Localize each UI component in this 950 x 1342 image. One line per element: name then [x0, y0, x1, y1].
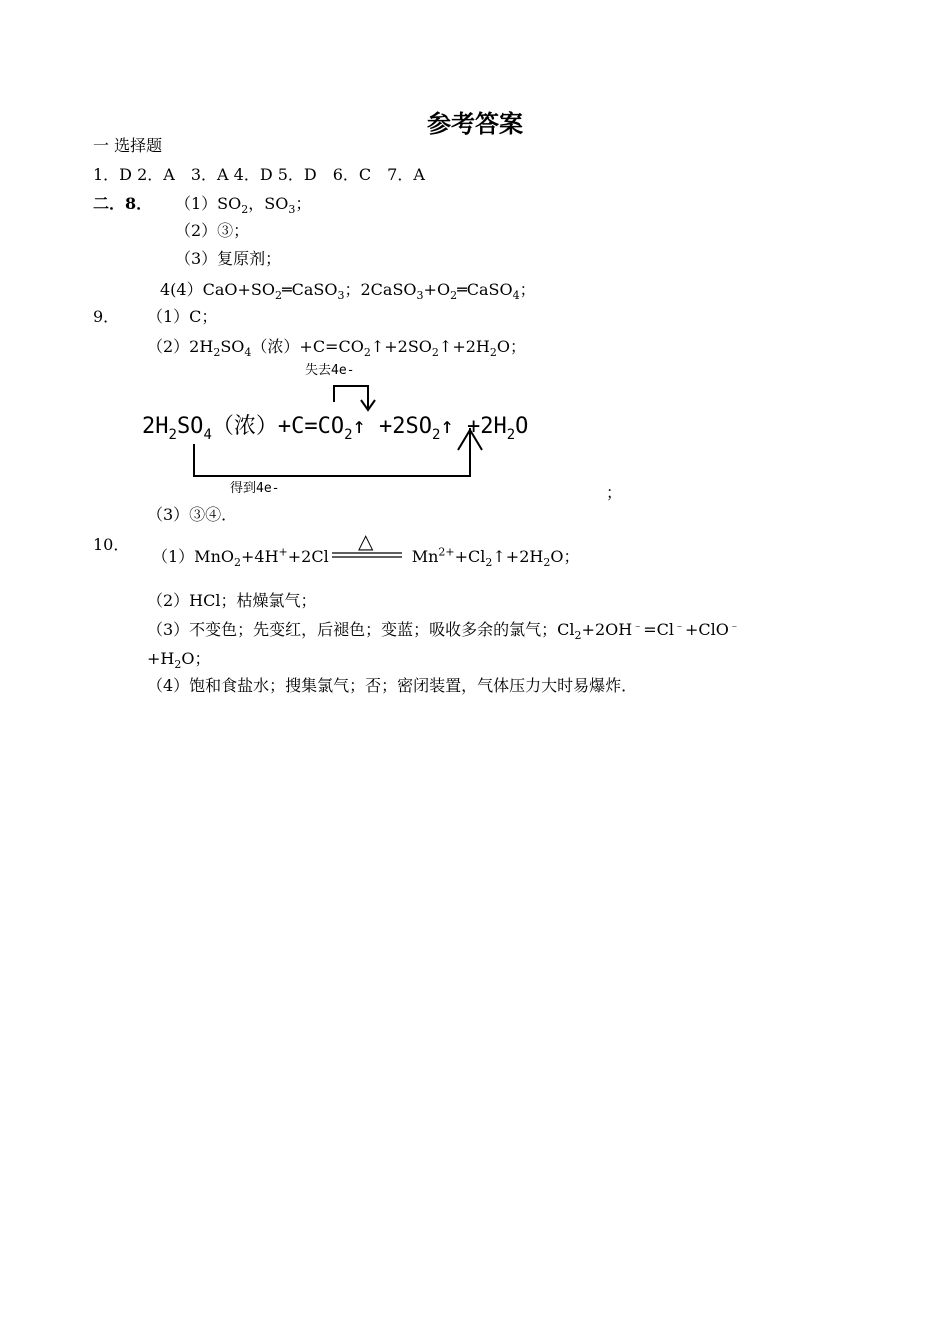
lose-electrons-label: 失去4e- — [305, 363, 355, 378]
q8-part4: $4(4)CaO+SO_2═CaSO_3$；$2CaSO_3+O_2═CaSO_4$； — [160, 280, 536, 303]
electron-transfer-diagram — [140, 358, 606, 498]
q9-part1: （1）C； — [147, 307, 218, 326]
q9-part3: （3）③④． — [147, 505, 238, 524]
question-9-number: 9． — [93, 307, 120, 326]
q10-part2: （2）HCl；枯燥氯气； — [147, 591, 317, 610]
q10-part3-continued: $+H_2O$； — [147, 649, 211, 672]
q10-part1: （1）MnO$_2$+4H++2Cl﹣ $Mn^{2+}+Cl_2↑+2H_2O$； — [152, 545, 580, 570]
q9-part2: $(2)2H_2SO_4$（浓）$+C=CO_2↑+2SO_2↑+2H_2O$； — [147, 337, 526, 360]
diagram-equation: $2H_2SO_4$（浓）$+C=CO_2↑$ $+2SO_2↑ +2H_2O$ — [142, 414, 529, 443]
diagram-semicolon: ； — [606, 483, 623, 502]
gain-electrons-label: 得到4e- — [230, 481, 280, 496]
lose-bracket — [334, 386, 368, 408]
q10-part3: （3）不变色；先变红，后褪色；变蓝；吸收多余的氯气；$Cl_2+2OH^﹣=Cl^﹣+ClO^﹣$ — [147, 618, 740, 643]
gain-bracket-left — [194, 444, 470, 476]
heating-condition-sign — [332, 530, 402, 560]
question-8-number: 二．8． — [93, 194, 153, 213]
q8-part2: （2）③； — [175, 221, 250, 240]
heat-triangle-icon: △ — [358, 530, 374, 553]
q8-part1: $(1)SO_2$，$SO_3$； — [175, 194, 312, 217]
q10-part4: （4）饱和食盐水；搜集氯气；否；密闭装置，气体压力大时易爆炸． — [147, 676, 638, 695]
question-10-number: 10． — [93, 535, 130, 554]
q8-part3: （3）复原剂； — [175, 249, 282, 268]
section-heading-choice: 一 选择题 — [93, 136, 163, 155]
multiple-choice-answers: 1．D 2．A 3．A 4．D 5．D 6．C 7．A — [93, 165, 425, 184]
page-title: 参考答案 — [427, 110, 523, 138]
